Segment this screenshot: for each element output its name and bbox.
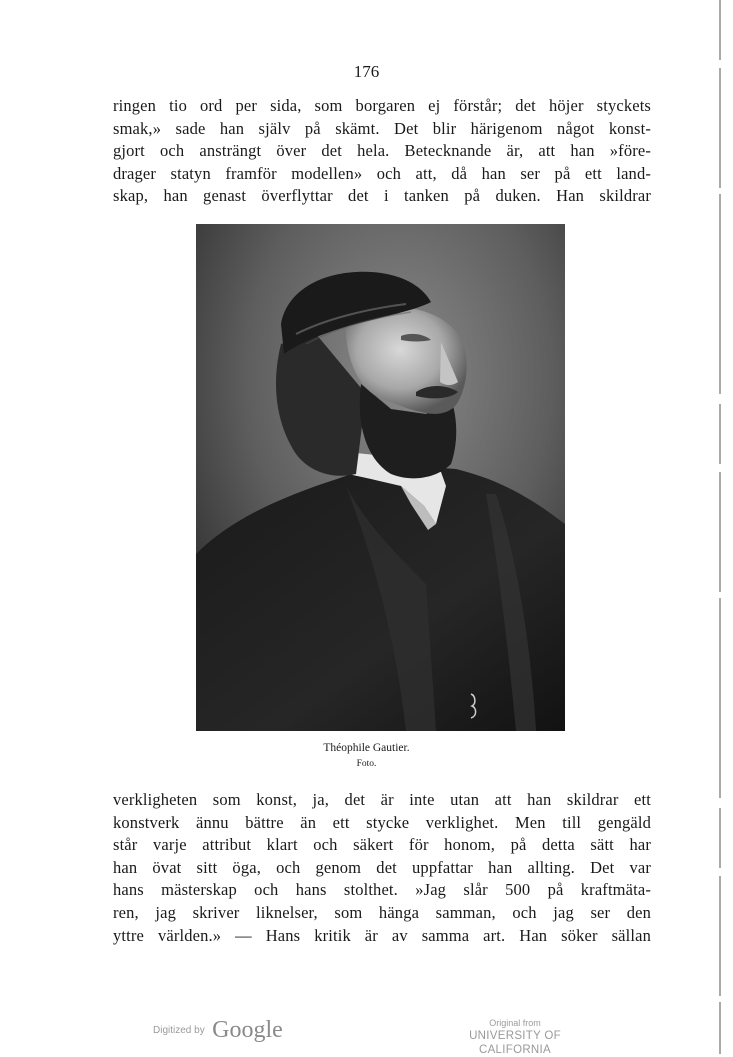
portrait-illustration bbox=[196, 224, 565, 731]
original-prefix: Original from bbox=[489, 1018, 541, 1028]
text-line: skap, han genast överflyttar det i tanken på duken. Han skildrar bbox=[113, 186, 651, 206]
text-line: hans mästerskap och hans stolthet. »Jag slår 500 på kraftmäta- bbox=[113, 880, 651, 900]
original-source-watermark bbox=[440, 1018, 590, 1057]
text-line: står varje attribut klart och säkert för honom, på detta sätt har bbox=[113, 835, 651, 855]
text-line: verkligheten som konst, ja, det är inte utan att han skildrar ett bbox=[113, 790, 651, 809]
text-line: gjort och ansträngt över det hela. Betecknande är, att han »före- bbox=[113, 141, 651, 161]
text-line: konstverk ännu bättre än ett stycke verklighet. Men till gengäld bbox=[113, 812, 651, 832]
portrait-photo bbox=[196, 224, 565, 731]
bottom-paragraph bbox=[113, 789, 651, 947]
digitized-by-watermark bbox=[153, 1017, 283, 1044]
figure-caption: Théophile Gautier. bbox=[323, 742, 410, 754]
top-paragraph bbox=[113, 95, 651, 208]
text-line: smak,» sade han själv på skämt. Det blir härigenom något konst- bbox=[113, 118, 651, 138]
google-logo: Google bbox=[212, 1017, 283, 1043]
scan-edge-line bbox=[719, 0, 721, 1054]
original-institution: UNIVERSITY OF CALIFORNIA bbox=[469, 1030, 561, 1056]
text-line: han övat sitt öga, och genom det uppfattar han allting. Det var bbox=[113, 857, 651, 877]
text-line: yttre världen.» — Hans kritik är av samma art. Han söker sällan bbox=[113, 925, 651, 945]
digitized-prefix: Digitized by bbox=[153, 1025, 205, 1036]
figure-credit: Foto. bbox=[356, 759, 377, 769]
text-line: ren, jag skriver liknelser, som hänga samman, och jag ser den bbox=[113, 902, 651, 922]
text-line: ringen tio ord per sida, som borgaren ej förstår; det höjer styckets bbox=[113, 96, 651, 115]
text-line: drager statyn framför modellen» och att, då han ser på ett land- bbox=[113, 163, 651, 183]
page-number: 176 bbox=[353, 62, 380, 81]
